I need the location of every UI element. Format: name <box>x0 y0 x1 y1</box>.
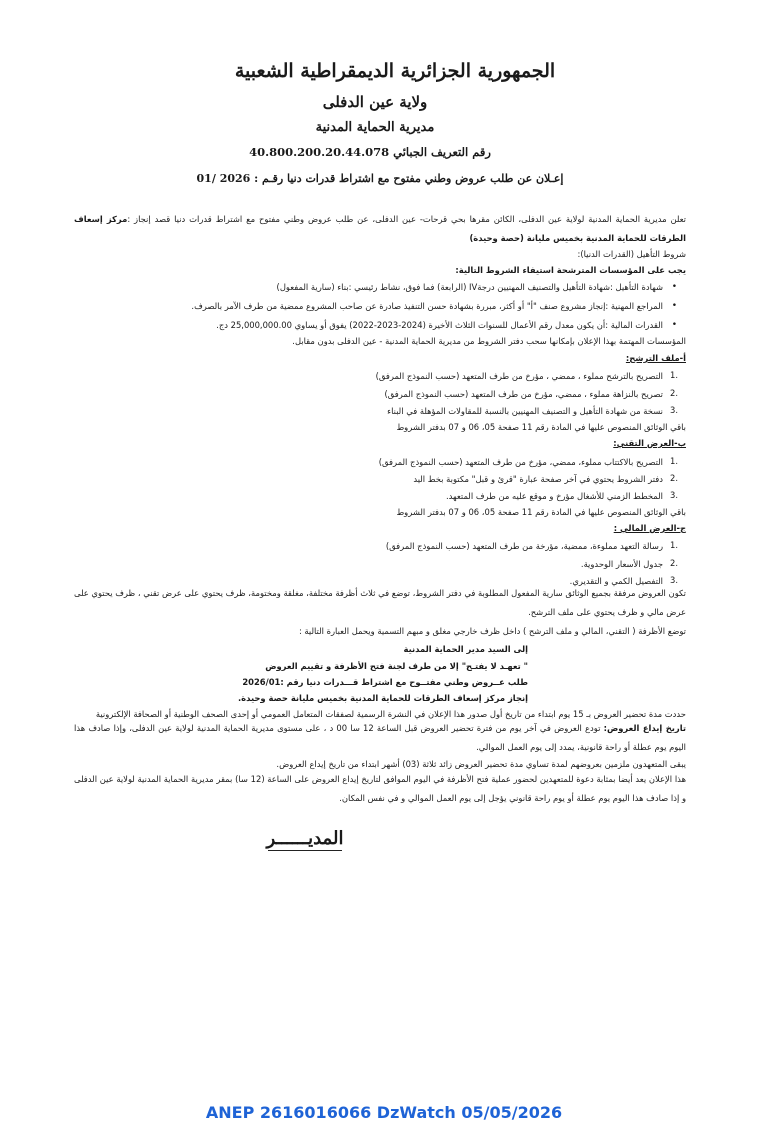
notice-title: إعـلان عن طلب عروض وطني مفتوح مع اشتراط قدرات دنيا رقـم : 2026 /01 <box>196 172 564 185</box>
preparation-period: حددت مدة تحضير العروض بـ 15 يوم ابتداء من تاريخ أول صدور هذا الإعلان في النشرة الرسمية لصفقات المتعامل العمومي أو إحدى الصحف الوطنية أو الصحافة الإلكترونية <box>95 709 686 719</box>
qualification-item: • القدرات المالية :أن يكون معدل رقم الأعمال للسنوات الثلاث الأخيرة (2024-2023-2022) يفوق أو يساوي 25,000,000.00 دج. <box>216 319 663 331</box>
tax-id: رقم التعريف الجبائي 40.800.200.20.44.078 <box>249 145 491 159</box>
deposit-date-label: تاريخ إيداع العروض: <box>603 723 686 733</box>
deposit-date-paragraph <box>74 719 686 757</box>
section-b-rest: باقي الوثائق المنصوص عليها في المادة رقم 11 صفحة 05، 06 و 07 بدفتر الشروط <box>396 507 686 517</box>
envelope-line: " تعهـد لا يفتـح" إلا من طرف لجنة فتح الأظرفة و تقييم العروض <box>265 661 528 671</box>
section-b-item: دفتر الشروط يحتوي في آخر صفحة عبارة "قرئ و قبل" مكتوبة بخط اليد <box>413 474 663 484</box>
section-b-item: التصريح بالاكتتاب مملوء، ممضي، مؤرخ من طرف المتعهد (حسب النموذج المرفق) <box>378 457 663 467</box>
envelope-line: طلب عــروض وطني مفتــوح مع اشتراط قـــدرات دنيا رقم :2026/01 <box>242 677 528 687</box>
intro-text: تعلن مديرية الحماية المدنية لولاية عين الدفلى، الكائن مقرها بحي قرحات- عين الدفلى، عن طلب عروض وطني مفتوح مع اشتراط قدرات دنيا قصد إنجاز : <box>127 214 686 224</box>
section-a-item: نسخة من شهادة التأهيل و التصنيف المهنيين بالنسبة للمقاولات المؤهلة في البناء <box>387 406 663 416</box>
section-c-item: رسالة التعهد مملوءة، ممضية، مؤرخة من طرف المتعهد (حسب النموذج المرفق) <box>385 541 663 551</box>
deposit-date-text: تودع العروض في آخر يوم من فترة تحضير العروض قبل الساعة 12 سا 00 د ، على مستوى مديرية الحماية المدنية لولاية عين الدفلى، وإذا صادف هذا اليوم يوم عطلة أو راحة قانونية، يمدد إلى يوم العمل الموالي. <box>74 723 686 752</box>
section-b-item: المخطط الزمني للأشغال مؤرخ و موقع عليه من طرف المتعهد. <box>445 491 663 501</box>
qualification-item: • المراجع المهنية :إنجاز مشروع صنف "أ" أو أكثر، مبررة بشهادة حسن التنفيذ صادرة عن صاحب المشروع ممضية من طرف الآمر بالصرف. <box>191 300 663 312</box>
qualification-title: شروط التأهيل (القدرات الدنيا): <box>577 249 686 259</box>
opening-invitation: هذا الإعلان يعد أيضا بمثابة دعوة للمتعهدين لحضور عملية فتح الأظرفة في اليوم الموافق لتاريخ إيداع العروض على الساعة (12 سا) بمقر مديرية الحماية المدنية لولاية عين الدفلى و إذا صادف هذا اليوم يوم عطلة أو يوم راحة قانوني يؤجل إلى يوم العمل الموالي و في نفس المكان. <box>74 774 686 803</box>
section-a-item: تصريح بالنزاهة مملوء ، ممضي، مؤرخ من طرف المتعهد (حسب النموذج المرفق) <box>384 389 663 399</box>
project-name: مركز إسعاف الطرقات للحماية المدنية بخميس مليانة (حصة وحيدة) <box>74 214 686 243</box>
section-c-item: جدول الأسعار الوحدوية. <box>580 559 663 569</box>
section-a-title: أ-ملف الترشح: <box>625 353 686 363</box>
section-a-rest: باقي الوثائق المنصوص عليها في المادة رقم 11 صفحة 05، 06 و 07 بدفتر الشروط <box>396 422 686 432</box>
directorate-header: مديرية الحماية المدنية <box>315 120 435 135</box>
submission-paragraph: تكون العروض مرفقة بجميع الوثائق سارية المفعول المطلوبة في دفتر الشروط، توضع في ثلاث أظرفة مختلفة، مغلقة ومختومة، ظرف يحتوي على عرض تقني ، ظرف يحتوي على عرض مالي و ظرف يحتوي على ملف الترشح. <box>74 588 686 617</box>
section-b-title: ب-العرض التقني: <box>613 438 686 448</box>
section-c-title: ج-العرض المالي : <box>613 523 686 533</box>
document-page: الجمهورية الجزائرية الديمقراطية الشعبية ولاية عين الدفلى مديرية الحماية المدنية رقم التعريف الجبائي 40.800.200.20.44.078 إعـلان عن طلب عروض وطني مفتوح مع اشتراط قدرات دنيا رقـم : 2026 /01 تعلن مديرية الحماية المدنية لولاية عين الدفلى، الكائن مقرها بحي قرحات- عين الدفلى، عن طلب عروض وطني مفتوح مع اشتراط قدرات دنيا قصد إنجاز :مركز إسعاف الطرقات للحماية المدنية بخميس مليانة (حصة وحيدة) شروط التأهيل (القدرات الدنيا): يجب على المؤسسات المترشحة استيفاء الشروط التالية: • شهادة التأهيل :شهادة التأهيل والتصنيف المهنيين درجةIV (الرابعة) فما فوق، نشاط رئيسي :بناء (سارية المفعول) • المراجع المهنية :إنجاز مشروع صنف "أ" أو أكثر، مبررة بشهادة حسن التنفيذ صادرة عن صاحب المشروع ممضية من طرف الآمر بالصرف. • القدرات المالية :أن يكون معدل رقم الأعمال للسنوات الثلاث الأخيرة (2024-2023-2022) يفوق أو يساوي 25,000,000.00 دج. المؤسسات المهتمة بهذا الإعلان بإمكانها سحب دفتر الشروط من مديرية الحماية المدنية - عين الدفلى بدون مقابل. أ-ملف الترشح: .1 التصريح بالترشح مملوء ، ممضي ، مؤرخ من طرف المتعهد (حسب النموذج المرفق) .2 تصريح بالنزاهة مملوء ، ممضي، مؤرخ من طرف المتعهد (حسب النموذج المرفق) .3 نسخة من شهادة التأهيل و التصنيف المهنيين بالنسبة للمقاولات المؤهلة في البناء باقي الوثائق المنصوص عليها في المادة رقم 11 صفحة 05، 06 و 07 بدفتر الشروط ب-العرض التقني: .1 التصريح بالاكتتاب مملوء، ممضي، مؤرخ من طرف المتعهد (حسب النموذج المرفق) .2 دفتر الشروط يحتوي في آخر صفحة عبارة "قرئ و قبل" مكتوبة بخط اليد .3 المخطط الزمني للأشغال مؤرخ و موقع عليه من طرف المتعهد. باقي الوثائق المنصوص عليها في المادة رقم 11 صفحة 05، 06 و 07 بدفتر الشروط ج-العرض المالي : .1 رسالة التعهد مملوءة، ممضية، مؤرخة من طرف المتعهد (حسب النموذج المرفق) .2 جدول الأسعار الوحدوية. .3 التفصيل الكمي و التقديري. تكون العروض مرفقة بجميع الوثائق سارية المفعول المطلوبة في دفتر الشروط، توضع في ثلاث أظرفة مختلفة، مغلقة ومختومة، ظرف يحتوي على عرض تقني ، ظرف يحتوي على عرض مالي و ظرف يحتوي على ملف الترشح. توضع الأظرفة ( التقني، المالي و ملف الترشح ) داخل ظرف خارجي مغلق و مبهم التسمية ويحمل العبارة التالية : إلى السيد مدير الحماية المدنية " تعهـد لا يفتـح" إلا من طرف لجنة فتح الأظرفة و تقييم العروض طلب عــروض وطني مفتــوح مع اشتراط قـــدرات دنيا رقم :2026/01 إنجاز مركز إسعاف الطرقات للحماية المدنية بخميس مليانة حصة وحيدة. حددت مدة تحضير العروض بـ 15 يوم ابتداء من تاريخ أول صدور هذا الإعلان في النشرة الرسمية لصفقات المتعامل العمومي أو إحدى الصحف الوطنية أو الصحافة الإلكترونية تاريخ إيداع العروض: تودع العروض في آخر يوم من فترة تحضير العروض قبل الساعة 12 سا 00 د ، على مستوى مديرية الحماية المدنية لولاية عين الدفلى، وإذا صادف هذا اليوم يوم عطلة أو راحة قانونية، يمدد إلى يوم العمل الموالي. يبقى المتعهدون ملزمين بعروضهم لمدة تساوي مدة تحضير العروض زائد ثلاثة (03) أشهر ابتداء من تاريخ إيداع العروض. هذا الإعلان يعد أيضا بمثابة دعوة للمتعهدين لحضور عملية فتح الأظرفة في اليوم الموافق لتاريخ إيداع العروض على الساعة (12 سا) بمقر مديرية الحماية المدنية لولاية عين الدفلى و إذا صادف هذا اليوم يوم عطلة أو يوم راحة قانوني يؤجل إلى يوم العمل الموالي و في نفس المكان. المديــــــر ANEP 2616016066 DzWatch 05/05/2026 <box>0 0 768 1138</box>
interested-text: المؤسسات المهتمة بهذا الإعلان بإمكانها سحب دفتر الشروط من مديرية الحماية المدنية - عين الدفلى بدون مقابل. <box>292 336 686 346</box>
section-c-item: التفصيل الكمي و التقديري. <box>569 576 663 586</box>
validity-text: يبقى المتعهدون ملزمين بعروضهم لمدة تساوي مدة تحضير العروض زائد ثلاثة (03) أشهر ابتداء من تاريخ إيداع العروض. <box>276 759 686 769</box>
section-a-item: التصريح بالترشح مملوء ، ممضي ، مؤرخ من طرف المتعهد (حسب النموذج المرفق) <box>375 371 663 381</box>
wilaya-header: ولاية عين الدفلى <box>322 93 428 111</box>
envelope-instructions: توضع الأظرفة ( التقني، المالي و ملف الترشح ) داخل ظرف خارجي مغلق و مبهم التسمية ويحمل العبارة التالية : <box>298 626 686 636</box>
signature-line <box>268 850 342 851</box>
republic-header: الجمهورية الجزائرية الديمقراطية الشعبية <box>234 60 556 82</box>
qualification-item: • شهادة التأهيل :شهادة التأهيل والتصنيف المهنيين درجةIV (الرابعة) فما فوق، نشاط رئيسي :بناء (سارية المفعول) <box>277 281 663 293</box>
intro-paragraph <box>74 210 686 248</box>
must-meet-text: يجب على المؤسسات المترشحة استيفاء الشروط التالية: <box>455 265 686 275</box>
envelope-line: إلى السيد مدير الحماية المدنية <box>403 644 528 654</box>
envelope-line: إنجاز مركز إسعاف الطرقات للحماية المدنية بخميس مليانة حصة وحيدة. <box>238 693 528 703</box>
director-signature: المديــــــر <box>266 828 344 849</box>
publication-footer: ANEP 2616016066 DzWatch 05/05/2026 <box>205 1103 563 1122</box>
